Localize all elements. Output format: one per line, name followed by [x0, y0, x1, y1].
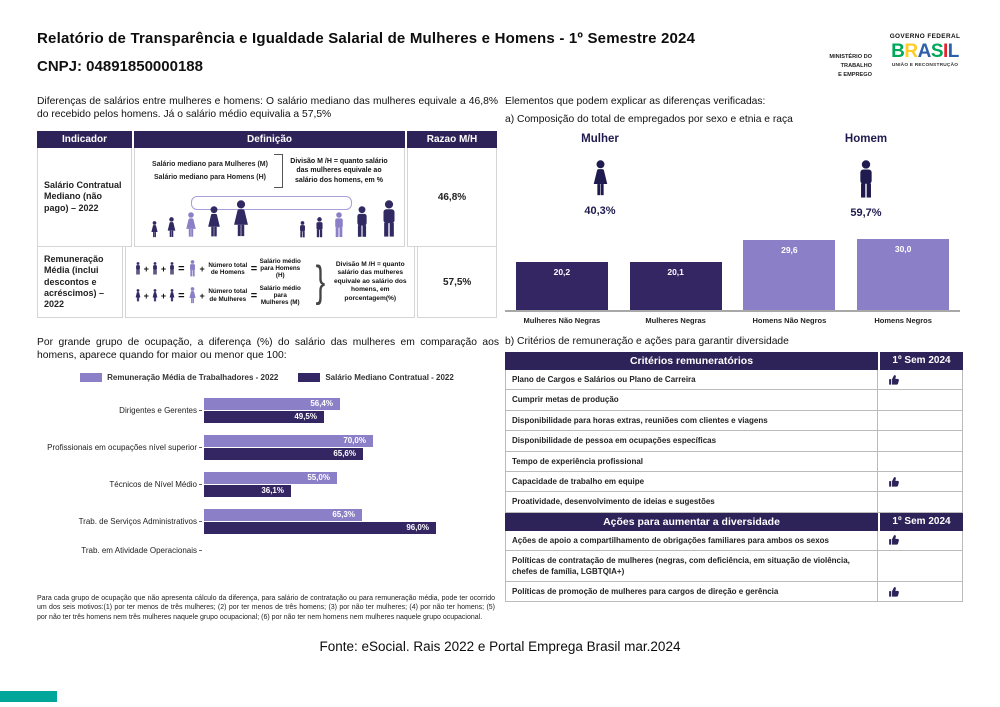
- axis-tick: [199, 550, 202, 551]
- ministry-line: TRABALHO: [840, 62, 872, 69]
- legend-swatch: [80, 373, 102, 382]
- page-title: Relatório de Transparência e Igualdade Salarial de Mulheres e Homens - 1º Semestre 2024: [37, 30, 696, 47]
- bar: [743, 240, 835, 310]
- brasil-letter: R: [904, 41, 918, 62]
- average-formula-diagram: [134, 253, 312, 311]
- axis-tick: [199, 410, 202, 411]
- table-row: [505, 411, 963, 431]
- male-figure-icon: [297, 221, 308, 238]
- category-label: Homens Negros: [874, 316, 932, 325]
- criteria-label: Políticas de contratação de mulheres (negras, com deficiência, em situação de violência, chefes de família, LGBTQIA+): [512, 556, 850, 576]
- checked-cell: [877, 370, 962, 389]
- composition-chart: [505, 232, 960, 325]
- category-label: Profissionais em ocupações nível superior: [47, 443, 197, 452]
- male-figure-icon: [151, 262, 159, 275]
- bar: 56,4%: [204, 398, 340, 410]
- legend-item: [298, 373, 453, 382]
- female-figure-icon: [165, 217, 178, 238]
- axis-tick: [199, 447, 202, 448]
- formula-label: Número total de Mulheres: [208, 288, 248, 303]
- uniao-reconstrucao-label: UNIÃO E RECONSTRUÇÃO: [891, 63, 959, 68]
- definition-note: Divisão M /H = quanto salário das mulheres equivale ao salário dos homens, em %: [290, 158, 388, 184]
- ministry-logo: [806, 53, 872, 80]
- male-icon: [854, 160, 878, 199]
- female-icon: [589, 160, 612, 202]
- female-figure-icon: [187, 287, 198, 304]
- criteria-tables: [505, 352, 963, 602]
- col-indicador: Indicador: [37, 131, 132, 148]
- indicator-name: Remuneração Média (inclui descontos e acréscimos) – 2022: [37, 247, 123, 318]
- footnote: Para cada grupo de ocupação que não apresenta cálculo da diferença, para salário de contratação ou para remuneração média, pode ter ocorrido um dos seis motivos:(1) por ter menos de três mulheres; (2) por ter menos de três homens; (3) por não ter mulheres; (4) por não ter homens; (5) por não ter três homens nem três mulheres naquele grupo ocupacional; (6) por não ter nem homens nem mulheres naquele grupo ocupacional.: [37, 595, 495, 621]
- footer-accent-bar: [0, 691, 57, 702]
- chart-row: [37, 545, 497, 555]
- equals-sign: =: [250, 289, 258, 302]
- razao-value: 57,5%: [417, 247, 497, 318]
- table-row: [37, 148, 497, 247]
- criteria-label: Disponibilidade para horas extras, reuniões com clientes e viagens: [512, 415, 768, 425]
- occupation-chart: [37, 373, 497, 565]
- homem-block: [821, 133, 911, 219]
- checked-cell: [877, 531, 962, 550]
- homem-label: Homem: [844, 133, 888, 145]
- bar: 55,0%: [204, 472, 337, 484]
- male-figure-icon: [313, 217, 326, 238]
- male-figure-icon: [134, 262, 142, 275]
- col-definicao: Definição: [134, 131, 405, 148]
- axis-tick: [199, 484, 202, 485]
- category-label: Dirigentes e Gerentes: [119, 406, 197, 415]
- period-label: 1º Sem 2024: [878, 513, 963, 531]
- bar: [857, 239, 949, 310]
- male-figure-icon: [187, 260, 198, 277]
- definition-note: Divisão M /H = quanto salário das mulheres equivale ao salário dos homens, em porcentagem(%): [333, 260, 407, 303]
- brasil-letter: L: [947, 41, 959, 62]
- bars-area: [204, 545, 497, 555]
- plus-sign: +: [143, 263, 149, 274]
- table-row: [505, 582, 963, 602]
- empty-cell: [877, 390, 962, 409]
- elements-title: Elementos que podem explicar as diferenças verificadas:: [505, 96, 766, 107]
- governo-federal-logo: [884, 33, 966, 68]
- female-figure-icon: [149, 221, 160, 238]
- brace-shape: }: [315, 257, 325, 307]
- bars-area: [204, 508, 497, 535]
- bar-value-label: 29,6: [781, 245, 798, 255]
- table-title: Critérios remuneratórios: [629, 355, 754, 367]
- checked-cell: [877, 582, 962, 601]
- intro-paragraph: Diferenças de salários entre mulheres e homens: O salário mediano das mulheres equivale a 46,8% do recebido pelos homens. Já o salário médio equivalia a 57,5%: [37, 96, 498, 120]
- empty-cell: [877, 452, 962, 471]
- female-figure-icon: [204, 206, 224, 238]
- occupation-paragraph: Por grande grupo de ocupação, a diferença (%) do salário das mulheres em comparação aos homens, aparece quando for maior ou menor que 100:: [37, 337, 499, 361]
- thumbs-up-icon: [888, 374, 900, 386]
- section-a-title: a) Composição do total de empregados por sexo e etnia e raça: [505, 114, 793, 125]
- bar: [516, 262, 608, 310]
- criteria-label: Plano de Cargos e Salários ou Plano de Carreira: [512, 375, 696, 384]
- brasil-letter: I: [943, 41, 948, 62]
- report-header: [37, 30, 797, 75]
- plus-sign: +: [160, 290, 167, 301]
- chart-row: [37, 471, 497, 498]
- plus-sign: +: [160, 263, 167, 274]
- chart-row: [37, 434, 497, 461]
- bars-area: [204, 434, 497, 461]
- category-label: Trab. de Serviços Administrativos: [78, 517, 197, 526]
- table-row: [37, 247, 497, 318]
- bars-area: [204, 397, 497, 424]
- plus-sign: +: [143, 290, 149, 301]
- criteria-label: Tempo de experiência profissional: [512, 456, 643, 466]
- mulher-block: [555, 133, 645, 217]
- female-figure-icon: [229, 200, 253, 238]
- legend-label: Remuneração Média de Trabalhadores - 2022: [107, 373, 279, 382]
- bar: [630, 262, 722, 310]
- empty-cell: [877, 551, 962, 581]
- female-figure-icon: [151, 289, 159, 302]
- indicator-name: Salário Contratual Mediano (não pago) – 2022: [37, 148, 132, 247]
- table-title: Ações para aumentar a diversidade: [603, 515, 780, 528]
- bar-column: [733, 240, 847, 310]
- category-label: Mulheres Negras: [645, 316, 706, 325]
- legend-swatch: [298, 373, 320, 382]
- plus-sign: +: [199, 263, 205, 274]
- table-row: [505, 492, 963, 512]
- thumbs-up-icon: [888, 476, 900, 488]
- equals-sign: =: [178, 289, 185, 302]
- equals-sign: =: [178, 262, 185, 275]
- definition-line: Salário mediano para Mulheres (M): [152, 161, 268, 168]
- checked-cell: [877, 472, 962, 491]
- bar-column: [846, 239, 960, 310]
- criteria-label: Políticas de promoção de mulheres para cargos de direção e gerência: [512, 586, 779, 596]
- col-razao: Razao M/H: [407, 131, 497, 148]
- bar: 36,1%: [204, 485, 291, 497]
- table-row: [505, 472, 963, 492]
- bar: 70,0%: [204, 435, 373, 447]
- plus-sign: +: [199, 290, 205, 301]
- thumbs-up-icon: [888, 534, 900, 546]
- criteria-label: Ações de apoio a compartilhamento de obrigações familiares para ambos os sexos: [512, 535, 829, 545]
- period-label: 1º Sem 2024: [878, 352, 963, 370]
- female-icon: [589, 160, 612, 197]
- male-figure-icon: [331, 212, 347, 238]
- female-figure-icon: [183, 212, 199, 238]
- female-figure-icon: [134, 289, 142, 302]
- bar: 65,3%: [204, 509, 362, 521]
- brasil-letter: B: [891, 41, 905, 62]
- brasil-logo: [884, 42, 966, 61]
- definition-line: Salário mediano para Homens (H): [153, 174, 267, 181]
- legend-label: Salário Mediano Contratual - 2022: [325, 373, 454, 382]
- bars-area: [204, 471, 497, 498]
- bar-value-label: 30,0: [894, 244, 912, 254]
- empty-cell: [877, 431, 962, 450]
- indicator-table-header: [37, 131, 497, 148]
- bracket-shape: [274, 154, 283, 188]
- chart-row: [37, 397, 497, 424]
- definition-cell: [134, 148, 405, 247]
- bar-column: [619, 262, 733, 310]
- criteria-label: Cumprir metas de produção: [512, 395, 619, 405]
- section-b-title: b) Critérios de remuneração e ações para garantir diversidade: [505, 336, 789, 347]
- bar: 65,6%: [204, 448, 363, 460]
- brasil-letter: S: [930, 41, 943, 62]
- empty-cell: [877, 411, 962, 430]
- category-label: Trab. em Atividade Operacionais: [81, 545, 197, 555]
- median-people-diagram: [149, 196, 404, 238]
- governo-federal-label: GOVERNO FEDERAL: [889, 33, 961, 40]
- male-figure-icon: [168, 262, 176, 275]
- formula-label: Salário médio para Homens (H): [259, 258, 301, 280]
- cnpj: CNPJ: 04891850000188: [37, 58, 203, 75]
- mulher-label: Mulher: [581, 133, 619, 145]
- formula-label: Número total de Homens: [208, 261, 248, 276]
- axis-tick: [199, 521, 202, 522]
- bar: 96,0%: [204, 522, 436, 534]
- indicator-table: [37, 131, 497, 318]
- thumbs-up-icon: [888, 586, 900, 598]
- criteria-label: Proatividade, desenvolvimento de ideias e sugestões: [512, 497, 715, 507]
- category-label: Técnicos de Nível Médio: [109, 480, 197, 489]
- actions-table-header: [505, 513, 963, 531]
- table-row: [505, 390, 963, 410]
- table-row: [505, 551, 963, 582]
- table-row: [505, 452, 963, 472]
- table-row: [505, 531, 963, 551]
- criteria-table-header: [505, 352, 963, 370]
- bar-column: [505, 262, 619, 310]
- table-row: [505, 370, 963, 390]
- source-line: Fonte: eSocial. Rais 2022 e Portal Emprega Brasil mar.2024: [319, 639, 681, 654]
- chart-legend: [37, 373, 497, 382]
- criteria-label: Capacidade de trabalho em equipe: [512, 476, 645, 486]
- criteria-label: Disponibilidade de pessoa em ocupações específicas: [512, 436, 717, 446]
- brasil-letter: A: [917, 41, 931, 62]
- legend-item: [80, 373, 278, 382]
- category-label: Homens Não Negros: [752, 316, 827, 325]
- homem-value: 59,7%: [850, 207, 882, 219]
- equals-sign: =: [250, 262, 258, 275]
- bar-value-label: 20,1: [667, 267, 684, 277]
- mulher-value: 40,3%: [584, 205, 616, 217]
- table-row: [505, 431, 963, 451]
- male-icon: [854, 160, 878, 204]
- ministry-line: MINISTÉRIO DO: [829, 54, 872, 60]
- male-figure-icon: [352, 206, 372, 238]
- empty-cell: [877, 492, 962, 511]
- ministry-line: E EMPREGO: [838, 71, 872, 78]
- female-figure-icon: [168, 289, 176, 302]
- bar: 49,5%: [204, 411, 324, 423]
- male-figure-icon: [377, 200, 401, 238]
- formula-label: Salário médio para Mulheres (M): [259, 284, 301, 307]
- definition-cell: [125, 247, 416, 318]
- bar-value-label: 20,2: [553, 267, 571, 277]
- razao-value: 46,8%: [407, 148, 497, 247]
- chart-row: [37, 508, 497, 535]
- category-label: Mulheres Não Negras: [523, 316, 601, 325]
